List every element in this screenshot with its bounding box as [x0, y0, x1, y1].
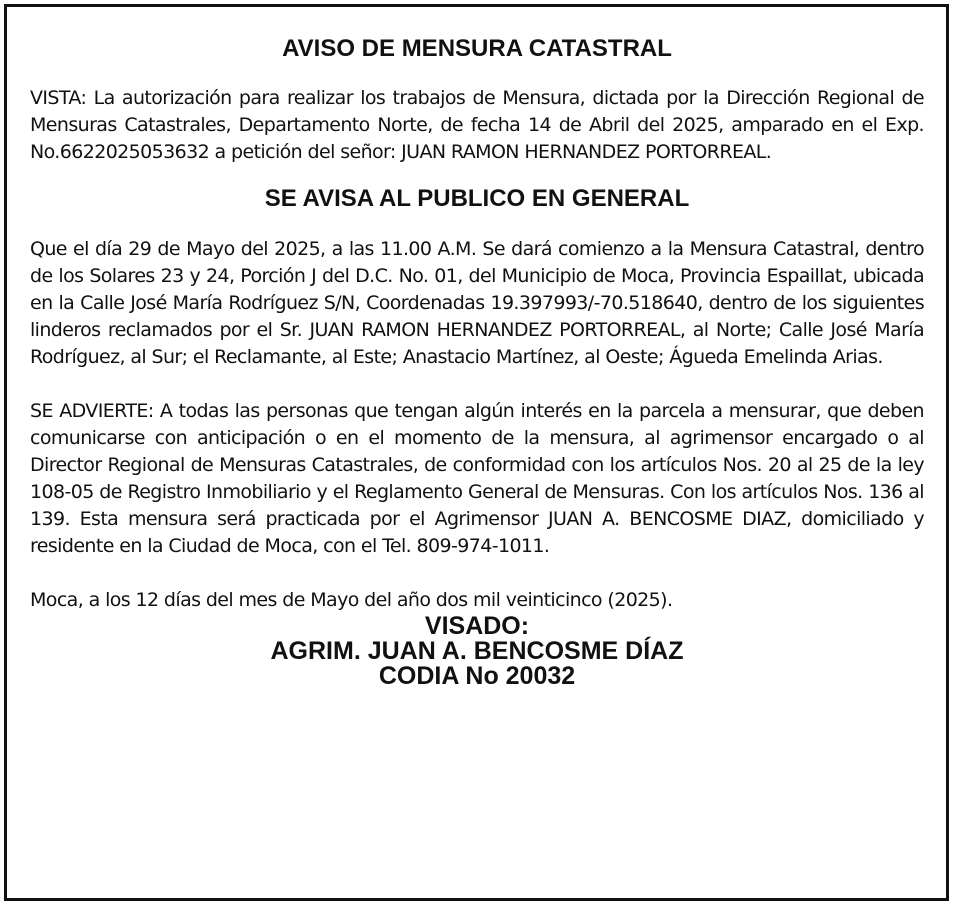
date-line: Moca, a los 12 días del mes de Mayo del año dos mil veinticinco (2025). — [30, 589, 673, 611]
signature-block — [30, 614, 924, 689]
announcement-paragraph: Que el día 29 de Mayo del 2025, a las 11.00 A.M. Se dará comienzo a la Mensura Catastral, dentro de los Solares 23 y 24, Porción J del D.C. No. 01, del Municipio de Moca, Provincia Espaillat, ubicada en la Calle José María Rodríguez S/N, Coordenadas 19.397993/-70.518640, dentro de los siguientes linderos reclamados por el Sr. JUAN RAMON HERNANDEZ PORTORREAL, al Norte; Calle José María Rodríguez, al Sur; el Reclamante, al Este; Anastacio Martínez, al Oeste; Águeda Emelinda Arias. — [30, 238, 924, 368]
codia-number: CODIA No 20032 — [378, 662, 576, 690]
surveyor-name: AGRIM. JUAN A. BENCOSME DÍAZ — [270, 637, 684, 665]
notice-subtitle: SE AVISA AL PUBLICO EN GENERAL — [264, 185, 690, 212]
visado-label: VISADO: — [424, 612, 530, 640]
vista-paragraph: VISTA: La autorización para realizar los trabajos de Mensura, dictada por la Dirección Regional de Mensuras Catastrales, Departamento Norte, de fecha 14 de Abril del 2025, amparado en el Exp. No.6622025053632 a petición del señor: JUAN RAMON HERNANDEZ PORTORREAL. — [30, 87, 924, 163]
warning-paragraph: SE ADVIERTE: A todas las personas que tengan algún interés en la parcela a mensurar, que deben comunicarse con anticipación o en el momento de la mensura, al agrimensor encargado o al Director Regional de Mensuras Catastrales, de conformidad con los artículos Nos. 20 al 25 de la ley 108-05 de Registro Inmobiliario y el Reglamento General de Mensuras. Con los artículos Nos. 136 al 139. Esta mensura será practicada por el Agrimensor JUAN A. BENCOSME DIAZ, domiciliado y residente en la Ciudad de Moca, con el Tel. 809-974-1011. — [30, 400, 924, 557]
notice-content — [30, 32, 924, 689]
notice-frame — [4, 4, 949, 901]
notice-title: AVISO DE MENSURA CATASTRAL — [282, 35, 672, 62]
